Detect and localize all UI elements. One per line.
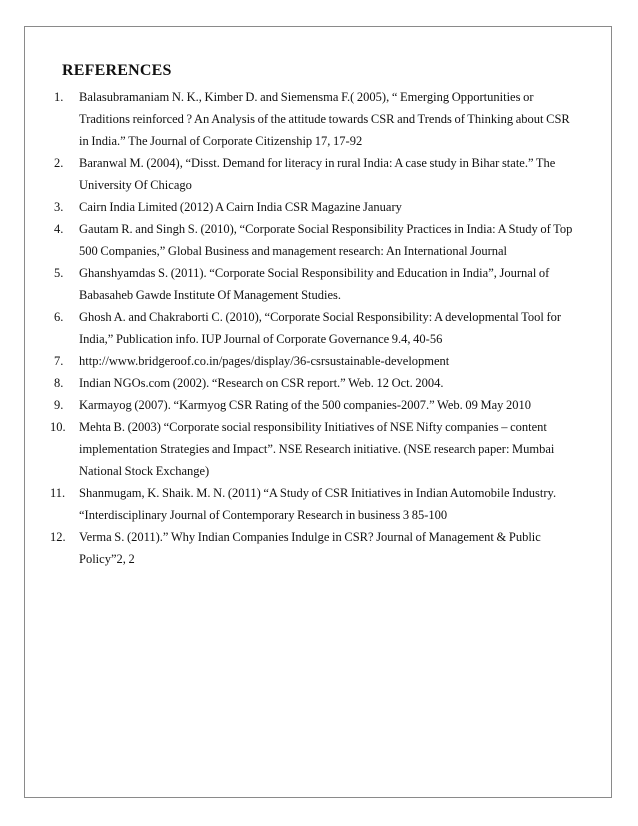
reference-text: Verma S. (2011).” Why Indian Companies Indulge in CSR? Journal of Management & Public Policy”2, 2 — [79, 530, 541, 566]
reference-text: Indian NGOs.com (2002). “Research on CSR report.” Web. 12 Oct. 2004. — [79, 376, 444, 390]
reference-item — [54, 262, 582, 306]
references-list — [50, 86, 582, 570]
reference-item — [50, 416, 582, 482]
reference-item — [54, 86, 582, 152]
reference-number: 6. — [54, 310, 64, 324]
reference-item — [50, 482, 582, 526]
reference-text[interactable]: http://www.bridgeroof.co.in/pages/display/36-csrsustainable-development — [79, 354, 450, 368]
reference-text: Gautam R. and Singh S. (2010), “Corporate Social Responsibility Practices in India: A Study of Top 500 Companies,” Global Business and management research: An International Journal — [79, 222, 573, 258]
reference-text: Baranwal M. (2004), “Disst. Demand for literacy in rural India: A case study in Bihar state.” The University Of Chicago — [79, 156, 556, 192]
reference-item — [54, 218, 582, 262]
reference-item — [50, 526, 582, 570]
reference-number: 5. — [54, 266, 64, 280]
reference-text: Ghanshyamdas S. (2011). “Corporate Social Responsibility and Education in India”, Journal of Babasaheb Gawde Institute Of Management Studies. — [79, 266, 550, 302]
reference-item — [54, 196, 582, 218]
reference-item — [54, 350, 582, 372]
reference-text: Shanmugam, K. Shaik. M. N. (2011) “A Study of CSR Initiatives in Indian Automobile Industry. “Interdisciplinary Journal of Contemporary Research in business 3 85-100 — [79, 486, 557, 522]
references-heading: REFERENCES — [62, 62, 172, 79]
reference-text: Balasubramaniam N. K., Kimber D. and Siemensma F.( 2005), “ Emerging Opportunities or Traditions reinforced ? An Analysis of the attitude towards CSR and Trends of Thinking about CSR in India.” The Journal of Corporate Citizenship 17, 17-92 — [79, 90, 570, 148]
reference-item — [54, 152, 582, 196]
reference-item — [54, 372, 582, 394]
reference-number: 10. — [50, 420, 66, 434]
reference-text: Cairn India Limited (2012) A Cairn India CSR Magazine January — [79, 200, 402, 214]
reference-item — [54, 306, 582, 350]
references-section — [50, 60, 582, 570]
reference-number: 7. — [54, 354, 64, 368]
reference-number: 4. — [54, 222, 64, 236]
reference-number: 3. — [54, 200, 64, 214]
reference-number: 11. — [50, 486, 66, 500]
reference-number: 12. — [50, 530, 66, 544]
reference-number: 1. — [54, 90, 64, 104]
reference-text: Ghosh A. and Chakraborti C. (2010), “Corporate Social Responsibility: A developmental Tool for India,” Publication info. IUP Journal of Corporate Governance 9.4, 40-56 — [79, 310, 562, 346]
reference-number: 2. — [54, 156, 64, 170]
reference-text: Mehta B. (2003) “Corporate social responsibility Initiatives of NSE Nifty companies – content implementation Strategies and Impact”. NSE Research initiative. (NSE research paper: Mumbai National Stock Exchange) — [79, 420, 555, 478]
reference-number: 9. — [54, 398, 64, 412]
reference-text: Karmayog (2007). “Karmyog CSR Rating of the 500 companies-2007.” Web. 09 May 2010 — [79, 398, 532, 412]
reference-number: 8. — [54, 376, 64, 390]
reference-item — [54, 394, 582, 416]
